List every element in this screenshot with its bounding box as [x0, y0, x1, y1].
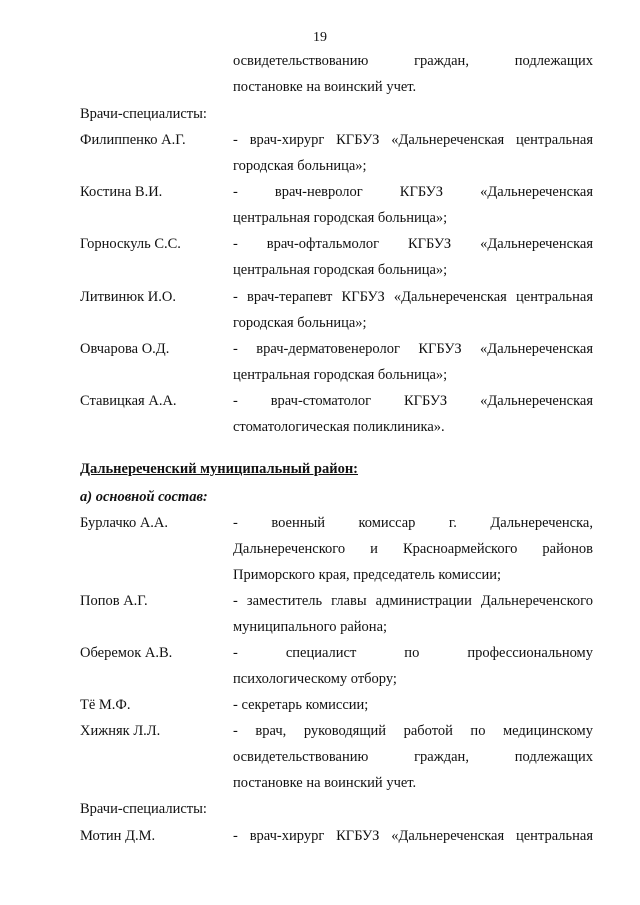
member-role: - врач-стоматолог КГБУЗ «Дальнереченская [233, 393, 593, 409]
member-role: - врач-хирург КГБУЗ «Дальнереченская центральная [233, 132, 593, 148]
member-name: Оберемок А.В. [80, 645, 173, 661]
member-name: Попов А.Г. [80, 593, 148, 609]
specialists-label: Врачи-специалисты: [80, 801, 207, 817]
member-role-cont: постановке на воинский учет. [233, 775, 417, 791]
member-role: - заместитель главы администрации Дальнереченского [233, 593, 593, 609]
member-name: Тё М.Ф. [80, 697, 131, 713]
member-role: - специалист по профессиональному [233, 645, 593, 661]
member-name: Литвинюк И.О. [80, 289, 176, 305]
member-role: - врач-хирург КГБУЗ «Дальнереченская центральная [233, 828, 593, 844]
member-role-cont: психологическому отбору; [233, 671, 397, 687]
member-role: - секретарь комиссии; [233, 697, 369, 713]
member-role: - врач-терапевт КГБУЗ «Дальнереченская центральная [233, 289, 593, 305]
member-name: Костина В.И. [80, 184, 163, 200]
member-name: Мотин Д.М. [80, 828, 156, 844]
member-role-cont: городская больница»; [233, 158, 367, 174]
composition-subheading: а) основной состав: [80, 489, 208, 505]
member-role: - врач-невролог КГБУЗ «Дальнереченская [233, 184, 593, 200]
member-role-cont: муниципального района; [233, 619, 388, 635]
page-number: 19 [313, 30, 327, 45]
district-heading: Дальнереченский муниципальный район: [80, 461, 359, 477]
member-role-cont: центральная городская больница»; [233, 367, 448, 383]
member-role: - военный комиссар г. Дальнереченска, [233, 515, 593, 531]
member-role: - врач-офтальмолог КГБУЗ «Дальнереченская [233, 236, 593, 252]
member-role-cont: освидетельствованию граждан, подлежащих [233, 749, 593, 765]
specialists-label: Врачи-специалисты: [80, 106, 207, 122]
member-role: - врач-дерматовенеролог КГБУЗ «Дальнереченская [233, 341, 593, 357]
member-name: Хижняк Л.Л. [80, 723, 161, 739]
member-name: Бурлачко А.А. [80, 515, 169, 531]
continuation-line: постановке на воинский учет. [233, 79, 417, 95]
member-role-cont: городская больница»; [233, 315, 367, 331]
member-role-cont: Дальнереченского и Красноармейского районов [233, 541, 593, 557]
member-role-cont: центральная городская больница»; [233, 210, 448, 226]
member-role: - врач, руководящий работой по медицинскому [233, 723, 593, 739]
member-name: Овчарова О.Д. [80, 341, 170, 357]
member-role-cont: Приморского края, председатель комиссии; [233, 567, 502, 583]
continuation-line: освидетельствованию граждан, подлежащих [233, 53, 593, 69]
member-role-cont: стоматологическая поликлиника». [233, 419, 445, 435]
member-role-cont: центральная городская больница»; [233, 262, 448, 278]
member-name: Филиппенко А.Г. [80, 132, 186, 148]
member-name: Горноскуль С.С. [80, 236, 181, 252]
member-name: Ставицкая А.А. [80, 393, 177, 409]
